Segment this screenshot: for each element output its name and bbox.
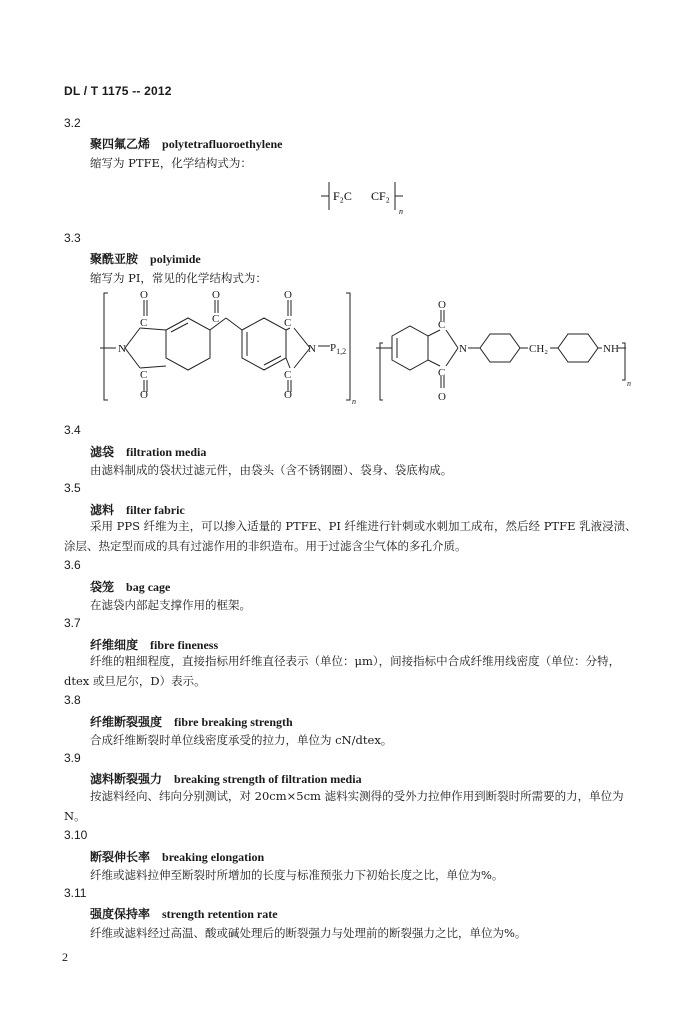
pi-label-ch2: CH₂ [529,343,549,355]
pi-label-o: O [438,299,446,311]
definition-text: 纤维或滤料拉伸至断裂时所增加的长度与标准预张力下初始长度之比，单位为%。 [90,868,504,882]
term-en: filter fabric [126,503,185,517]
section-number: 3.2 [64,116,81,130]
term-heading [90,578,170,595]
term-heading [90,135,282,152]
section-number: 3.3 [64,231,81,245]
term-cn: 滤袋 [90,445,115,459]
pi-label-o: O [140,289,148,301]
pi-label-o: O [438,391,446,403]
section-number: 3.5 [64,481,81,495]
pi-label-n: N [308,343,316,355]
term-cn: 纤维断裂强度 [90,715,163,729]
pi-label-c: C [212,313,220,325]
section-number: 3.7 [64,616,81,630]
definition-text: 在滤袋内部起支撑作用的框架。 [90,598,251,612]
term-en: breaking elongation [162,850,265,864]
section-number: 3.4 [64,423,81,437]
pi-label-nh: NH [603,343,619,355]
definition-text: 按滤料经向、纬向分别测试，对 20cm×5cm 滤料实测得的受外力拉伸作用到断裂时所需要的力，单位为 N。 [64,789,624,823]
pi-structure-formula [98,288,638,413]
term-cn: 聚酰亚胺 [90,252,139,266]
term-heading [90,713,293,730]
ptfe-left-group: F₂C [333,189,352,203]
section-number: 3.11 [64,886,87,900]
page-number: 2 [62,950,68,964]
term-heading [90,443,206,460]
section-number: 3.8 [64,693,81,707]
pi-label-o: O [212,289,220,301]
term-cn: 聚四氟乙烯 [90,137,151,151]
pi-label-c: C [284,369,292,381]
term-cn: 强度保持率 [90,907,151,921]
term-en: bag cage [126,580,171,594]
pi-label-o: O [284,389,292,401]
term-heading [90,250,201,267]
pi-label-c: C [438,367,446,379]
pi-label-c: C [438,319,446,331]
term-heading [90,848,264,865]
pi-label-n: N [118,343,126,355]
definition-text: 纤维或滤料经过高温、酸或碱处理后的断裂强力与处理前的断裂强力之比，单位为%。 [90,926,527,940]
term-en: breaking strength of filtration media [174,772,362,786]
definition-text: 缩写为 PTFE，化学结构式为： [90,156,252,170]
section-number: 3.9 [64,751,81,765]
ptfe-structure-formula [315,178,415,218]
definition-text: 纤维的粗细程度，直接指标用纤维直径表示（单位：μm），间接指标中合成纤维用线密度（单位：分特，dtex 或旦尼尔，D）表示。 [64,654,621,688]
term-en: polytetrafluoroethylene [162,137,283,151]
term-cn: 袋笼 [90,580,115,594]
pi-label-p: $P_{1,2}$ [330,342,347,356]
pi-label-n: N [459,343,467,355]
term-cn: 滤料断裂强力 [90,772,163,786]
term-en: fibre breaking strength [174,715,293,729]
term-en: polyimide [150,252,201,266]
pi-label-o: O [284,289,292,301]
pi-subscript: n [627,379,631,388]
pi-label-o: O [140,389,148,401]
section-number: 3.10 [64,828,88,842]
definition-text: 采用 PPS 纤维为主，可以掺入适量的 PTFE、PI 纤维进行针刺或水刺加工成布，然后经 PTFE 乳液浸渍、涂层、热定型而成的具有过滤作用的非织造布。用于过滤含尘气体的多孔介质。 [64,519,637,553]
standard-header: DL / T 1175 -- 2012 [64,84,172,98]
section-number: 3.6 [64,558,81,572]
term-heading [90,770,362,787]
pi-subscript: n [352,397,356,406]
term-cn: 滤料 [90,503,115,517]
term-en: filtration media [126,445,207,459]
pi-label-c: C [140,317,148,329]
definition-text: 由滤料制成的袋状过滤元件，由袋头（含不锈钢圈）、袋身、袋底构成。 [90,463,453,477]
term-en: strength retention rate [162,907,278,921]
pi-label-c: C [284,317,292,329]
term-cn: 断裂伸长率 [90,850,151,864]
definition-text: 合成纤维断裂时单位线密度承受的拉力，单位为 cN/dtex。 [90,733,393,747]
term-heading [90,905,278,922]
pi-label-c: C [140,369,148,381]
definition-text: 缩写为 PI，常见的化学结构式为： [90,271,267,285]
ptfe-right-group: CF₂ [371,189,390,203]
term-en: fibre fineness [150,638,219,652]
ptfe-subscript: n [399,207,403,216]
term-cn: 纤维细度 [90,638,139,652]
